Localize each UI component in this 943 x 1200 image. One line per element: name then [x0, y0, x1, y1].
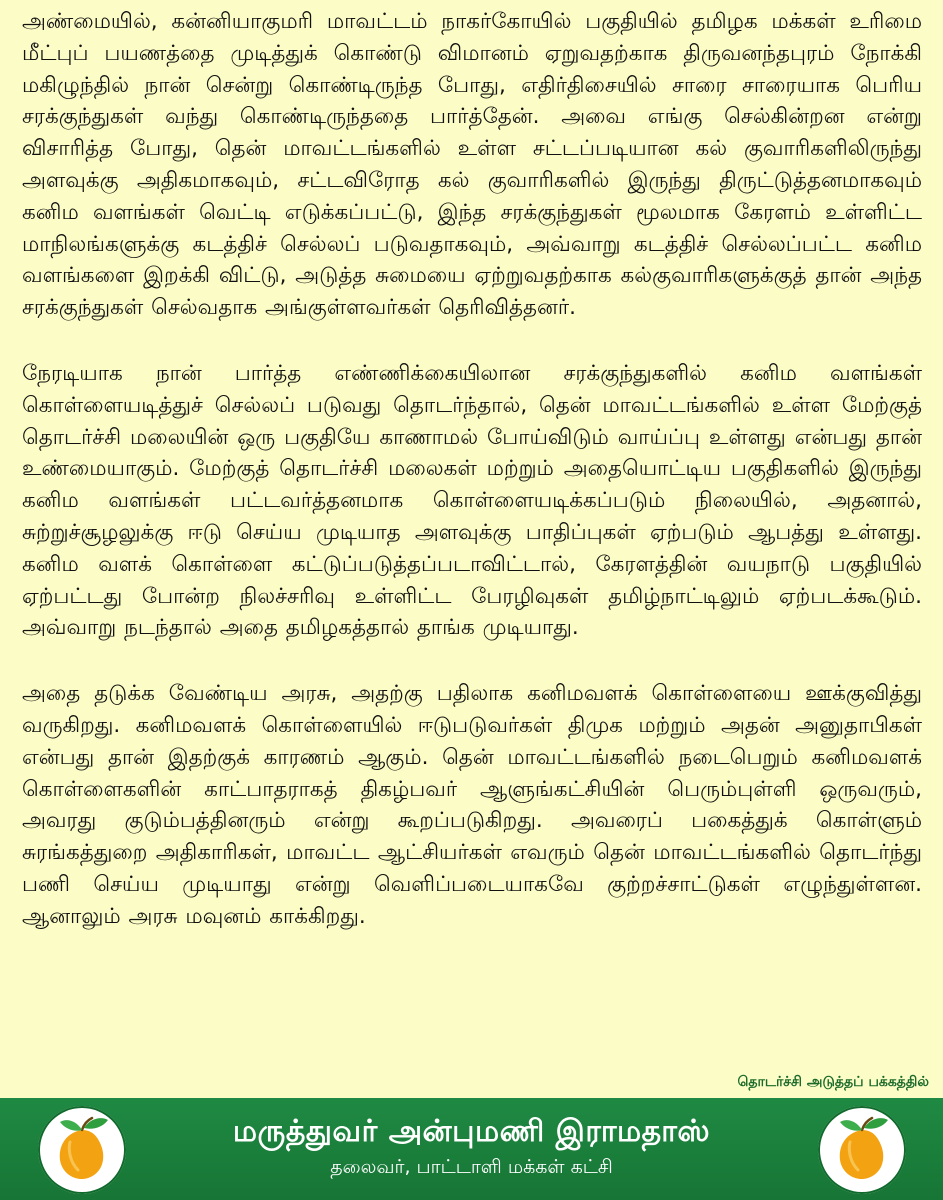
- statement-paragraph-3: அதை தடுக்க வேண்டிய அரசு, அதற்கு பதிலாக கனிமவளக் கொள்ளையை ஊக்குவித்து வருகிறது. கனிமவளக் கொள்ளையில் ஈடுபடுவர்கள் திமுக மற்றும் அதன் அனுதாபிகள் என்பது தான் இதற்குக் காரணம் ஆகும். தென் மாவட்டங்களில் நடைபெறும் கனிமவளக் கொள்ளைகளின் காட்பாதராகத் திகழ்பவர் ஆளுங்கட்சியின் பெரும்புள்ளி ஒருவரும், அவரது குடும்பத்தினரும் என்று கூறப்படுகிறது. அவரைப் பகைத்துக் கொள்ளும் சுரங்கத்துறை அதிகாரிகள், மாவட்ட ஆட்சியர்கள் எவரும் தென் மாவட்டங்களில் தொடர்ந்து பணி செய்ய முடியாது என்று வெளிப்படையாகவே குற்றச்சாட்டுகள் எழுந்துள்ளன. ஆனாலும் அரசு மவுனம் காக்கிறது.: [22, 681, 922, 929]
- statement-paragraph-1: அண்மையில், கன்னியாகுமரி மாவட்டம் நாகர்கோயில் பகுதியில் தமிழக மக்கள் உரிமை மீட்புப் பயணத்தை முடித்துக் கொண்டு விமானம் ஏறுவதற்காக திருவனந்தபுரம் நோக்கி மகிழுந்தில் நான் சென்று கொண்டிருந்த போது, எதிர்திசையில் சாரை சாரையாக பெரிய சரக்குந்துகள் வந்து கொண்டிருந்ததை பார்த்தேன். அவை எங்கு செல்கின்றன என்று விசாரித்த போது, தென் மாவட்டங்களில் உள்ள சட்டப்படியான கல் குவாரிகளிலிருந்து அளவுக்கு அதிகமாகவும், சட்டவிரோத கல் குவாரிகளில் இருந்து திருட்டுத்தனமாகவும் கனிம வளங்கள் வெட்டி எடுக்கப்பட்டு, இந்த சரக்குந்துகள் மூலமாக கேரளம் உள்ளிட்ட மாநிலங்களுக்கு கடத்திச் செல்லப் படுவதாகவும், அவ்வாறு கடத்திச் செல்லப்பட்ட கனிம வளங்களை இறக்கி விட்டு, அடுத்த சுமையை ஏற்றுவதற்காக கல்குவாரிகளுக்குத் தான் அந்த சரக்குந்துகள் செல்வதாக அங்குள்ளவர்கள் தெரிவித்தனர்.: [22, 9, 922, 321]
- leader-name: மருத்துவர் அன்புமணி இராமதாஸ்: [232, 1114, 711, 1149]
- statement-body: [22, 6, 922, 967]
- statement-paragraph-2: நேரடியாக நான் பார்த்த எண்ணிக்கையிலான சரக்குந்துகளில் கனிம வளங்கள் கொள்ளையடித்துச் செல்லப் படுவது தொடர்ந்தால், தென் மாவட்டங்களில் உள்ள மேற்குத் தொடர்ச்சி மலையின் ஒரு பகுதியே காணாமல் போய்விடும் வாய்ப்பு உள்ளது என்பது தான் உண்மையாகும். மேற்குத் தொடர்ச்சி மலைகள் மற்றும் அதையொட்டிய பகுதிகளில் இருந்து கனிம வளங்கள் பட்டவர்த்தனமாக கொள்ளையடிக்கப்படும் நிலையில், அதனால், சுற்றுச்சூழலுக்கு ஈடு செய்ய முடியாத அளவுக்கு பாதிப்புகள் ஏற்படும் ஆபத்து உள்ளது. கனிம வளக் கொள்ளை கட்டுப்படுத்தப்படாவிட்டால், கேரளத்தின் வயநாடு பகுதியில் ஏற்பட்டது போன்ற நிலச்சரிவு உள்ளிட்ட பேரழிவுகள் தமிழ்நாட்டிலும் ஏற்படக்கூடும். அவ்வாறு நடந்தால் அதை தமிழகத்தால் தாங்க முடியாது.: [22, 360, 922, 641]
- signature-footer: [0, 1098, 943, 1200]
- leader-title: தலைவர், பாட்டாளி மக்கள் கட்சி: [330, 1156, 613, 1178]
- continued-on-next-page-note: தொடர்ச்சி அடுத்தப் பக்கத்தில்: [737, 1074, 929, 1090]
